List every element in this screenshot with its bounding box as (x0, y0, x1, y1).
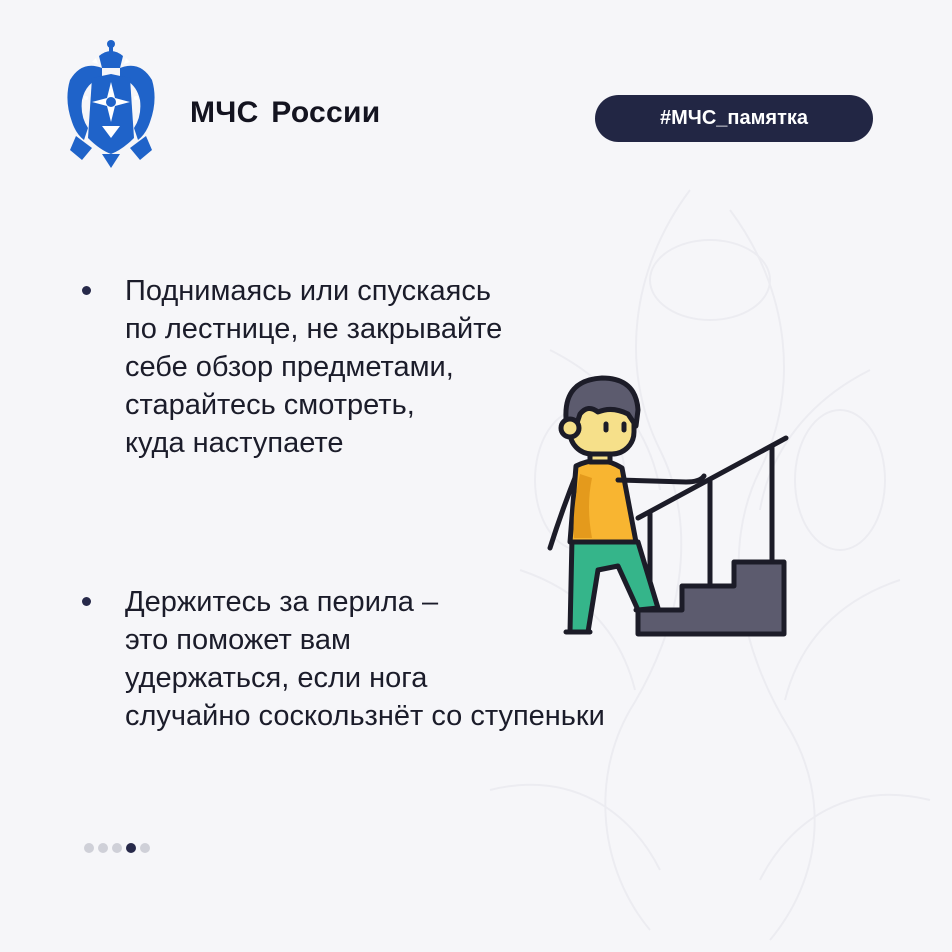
pager (84, 843, 150, 853)
pager-dot[interactable] (140, 843, 150, 853)
tip-line: куда наступаете (125, 427, 344, 459)
pager-dot[interactable] (112, 843, 122, 853)
tip-line: Держитесь за перила – (125, 586, 439, 618)
emchs-emblem-logo (62, 38, 160, 170)
pager-dot-active[interactable] (126, 843, 136, 853)
pager-dot[interactable] (84, 843, 94, 853)
org-name: МЧС России (190, 96, 381, 129)
hashtag-badge (595, 95, 873, 142)
tip-line: это поможет вам (125, 624, 351, 656)
person-climbing-stairs-icon (540, 370, 800, 645)
tip-line: по лестнице, не закрывайте (125, 313, 503, 345)
tip-line: Поднимаясь или спускаясь (125, 275, 491, 307)
pager-dot[interactable] (98, 843, 108, 853)
hashtag-text: #МЧС_памятка (660, 107, 808, 129)
tip-line: случайно соскользнёт со ступеньки (125, 700, 605, 732)
bullet-point (82, 286, 91, 295)
tip-line: старайтесь смотреть, (125, 389, 415, 421)
tip-line: себе обзор предметами, (125, 351, 454, 383)
bullet-point (82, 597, 91, 606)
tip-line: удержаться, если нога (125, 662, 428, 694)
